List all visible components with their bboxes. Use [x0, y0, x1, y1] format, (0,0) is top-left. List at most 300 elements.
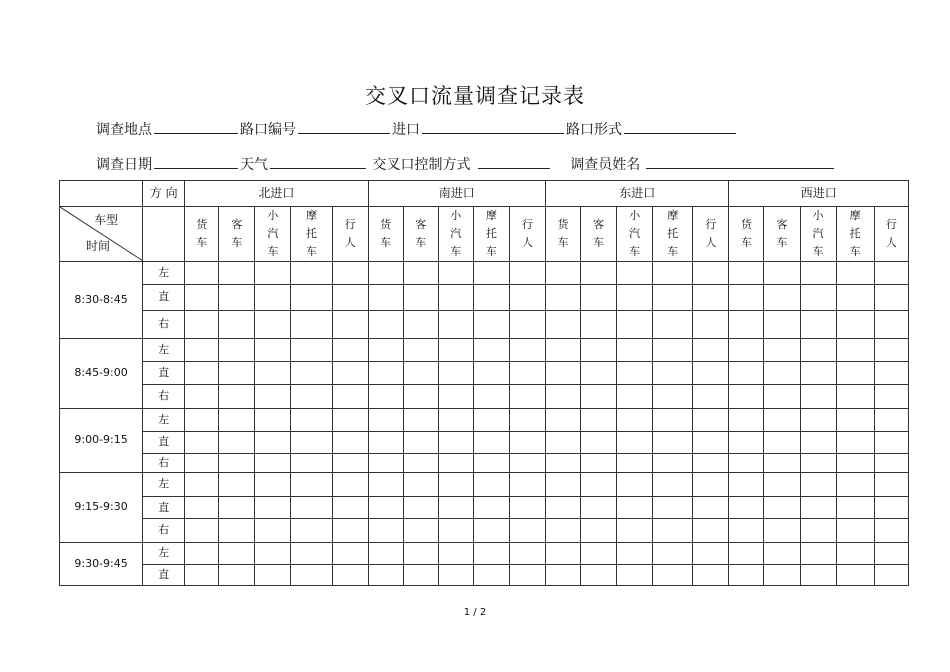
- count-cell[interactable]: [291, 497, 332, 519]
- count-cell[interactable]: [653, 385, 693, 408]
- count-cell[interactable]: [473, 497, 509, 519]
- count-cell[interactable]: [185, 473, 219, 497]
- count-cell[interactable]: [368, 497, 403, 519]
- count-cell[interactable]: [438, 431, 473, 453]
- count-cell[interactable]: [403, 431, 438, 453]
- count-cell[interactable]: [874, 453, 908, 472]
- count-cell[interactable]: [693, 519, 729, 542]
- count-cell[interactable]: [729, 284, 764, 310]
- count-cell[interactable]: [219, 473, 255, 497]
- vehicle-type-text: 小汽车: [267, 209, 279, 258]
- count-cell[interactable]: [653, 284, 693, 310]
- count-cell[interactable]: [693, 362, 729, 385]
- count-cell[interactable]: [617, 408, 653, 431]
- count-cell[interactable]: [368, 284, 403, 310]
- count-cell[interactable]: [509, 453, 545, 472]
- count-cell[interactable]: [368, 431, 403, 453]
- count-cell[interactable]: [581, 310, 617, 338]
- count-cell[interactable]: [617, 261, 653, 284]
- count-cell[interactable]: [291, 564, 332, 585]
- count-cell[interactable]: [764, 284, 800, 310]
- count-cell[interactable]: [438, 310, 473, 338]
- count-cell[interactable]: [653, 310, 693, 338]
- count-cell[interactable]: [291, 453, 332, 472]
- count-cell[interactable]: [509, 564, 545, 585]
- count-cell[interactable]: [546, 261, 581, 284]
- count-cell[interactable]: [368, 473, 403, 497]
- count-cell[interactable]: [332, 431, 368, 453]
- count-cell[interactable]: [185, 431, 219, 453]
- count-cell[interactable]: [874, 261, 908, 284]
- count-cell[interactable]: [291, 362, 332, 385]
- count-cell[interactable]: [653, 408, 693, 431]
- count-cell[interactable]: [617, 362, 653, 385]
- count-cell[interactable]: [581, 453, 617, 472]
- count-cell[interactable]: [291, 385, 332, 408]
- count-cell[interactable]: [368, 385, 403, 408]
- count-cell[interactable]: [764, 453, 800, 472]
- count-cell[interactable]: [693, 473, 729, 497]
- surveyor-blank[interactable]: [646, 154, 834, 169]
- count-cell[interactable]: [764, 564, 800, 585]
- count-cell[interactable]: [368, 362, 403, 385]
- date-blank[interactable]: [154, 154, 238, 169]
- count-cell[interactable]: [185, 564, 219, 585]
- count-cell[interactable]: [581, 408, 617, 431]
- count-cell[interactable]: [438, 362, 473, 385]
- count-cell[interactable]: [509, 261, 545, 284]
- count-cell[interactable]: [693, 284, 729, 310]
- count-cell[interactable]: [836, 519, 874, 542]
- count-cell[interactable]: [255, 519, 291, 542]
- count-cell[interactable]: [473, 431, 509, 453]
- count-cell[interactable]: [368, 261, 403, 284]
- count-cell[interactable]: [255, 284, 291, 310]
- vehicle-type-header: [729, 207, 764, 261]
- count-cell[interactable]: [581, 284, 617, 310]
- count-cell[interactable]: [617, 497, 653, 519]
- count-cell[interactable]: [546, 473, 581, 497]
- count-cell[interactable]: [693, 408, 729, 431]
- count-cell[interactable]: [581, 497, 617, 519]
- count-cell[interactable]: [219, 385, 255, 408]
- approach-blank[interactable]: [422, 119, 564, 134]
- count-cell[interactable]: [581, 519, 617, 542]
- count-cell[interactable]: [291, 519, 332, 542]
- count-cell[interactable]: [836, 497, 874, 519]
- count-cell[interactable]: [255, 310, 291, 338]
- count-cell[interactable]: [473, 473, 509, 497]
- count-cell[interactable]: [255, 261, 291, 284]
- count-cell[interactable]: [291, 408, 332, 431]
- count-cell[interactable]: [764, 431, 800, 453]
- count-cell[interactable]: [874, 339, 908, 362]
- count-cell[interactable]: [581, 339, 617, 362]
- count-cell[interactable]: [473, 284, 509, 310]
- count-cell[interactable]: [800, 519, 836, 542]
- count-cell[interactable]: [800, 453, 836, 472]
- count-cell[interactable]: [332, 385, 368, 408]
- count-cell[interactable]: [291, 284, 332, 310]
- weather-blank[interactable]: [270, 154, 366, 169]
- count-cell[interactable]: [332, 408, 368, 431]
- count-cell[interactable]: [800, 310, 836, 338]
- count-cell[interactable]: [219, 261, 255, 284]
- count-cell[interactable]: [693, 385, 729, 408]
- count-cell[interactable]: [291, 542, 332, 564]
- count-cell[interactable]: [509, 362, 545, 385]
- count-cell[interactable]: [255, 339, 291, 362]
- vehicle-type-text: 小汽车: [812, 209, 824, 258]
- count-cell[interactable]: [546, 408, 581, 431]
- count-cell[interactable]: [653, 453, 693, 472]
- count-cell[interactable]: [403, 542, 438, 564]
- count-cell[interactable]: [729, 261, 764, 284]
- count-cell[interactable]: [836, 362, 874, 385]
- count-cell[interactable]: [438, 339, 473, 362]
- count-cell[interactable]: [368, 339, 403, 362]
- count-cell[interactable]: [581, 431, 617, 453]
- count-cell[interactable]: [729, 519, 764, 542]
- count-cell[interactable]: [693, 339, 729, 362]
- count-cell[interactable]: [764, 261, 800, 284]
- count-cell[interactable]: [438, 542, 473, 564]
- count-cell[interactable]: [219, 542, 255, 564]
- count-cell[interactable]: [836, 453, 874, 472]
- vehicle-type-text: 小汽车: [629, 209, 641, 258]
- count-cell[interactable]: [874, 362, 908, 385]
- count-cell[interactable]: [291, 339, 332, 362]
- count-cell[interactable]: [836, 431, 874, 453]
- time-period-cell: 9:00-9:15: [60, 408, 143, 472]
- count-cell[interactable]: [403, 519, 438, 542]
- count-cell[interactable]: [255, 362, 291, 385]
- count-cell[interactable]: [332, 542, 368, 564]
- count-cell[interactable]: [836, 542, 874, 564]
- count-cell[interactable]: [509, 542, 545, 564]
- count-cell[interactable]: [368, 519, 403, 542]
- count-cell[interactable]: [764, 497, 800, 519]
- count-cell[interactable]: [255, 473, 291, 497]
- count-cell[interactable]: [473, 310, 509, 338]
- count-cell[interactable]: [693, 497, 729, 519]
- count-cell[interactable]: [509, 339, 545, 362]
- count-cell[interactable]: [874, 385, 908, 408]
- count-cell[interactable]: [403, 564, 438, 585]
- count-cell[interactable]: [291, 310, 332, 338]
- count-cell[interactable]: [546, 362, 581, 385]
- count-cell[interactable]: [219, 284, 255, 310]
- count-cell[interactable]: [874, 497, 908, 519]
- count-cell[interactable]: [185, 310, 219, 338]
- count-cell[interactable]: [546, 431, 581, 453]
- count-cell[interactable]: [403, 497, 438, 519]
- count-cell[interactable]: [332, 564, 368, 585]
- count-cell[interactable]: [874, 408, 908, 431]
- count-cell[interactable]: [546, 310, 581, 338]
- count-cell[interactable]: [617, 431, 653, 453]
- count-cell[interactable]: [800, 564, 836, 585]
- count-cell[interactable]: [332, 497, 368, 519]
- count-cell[interactable]: [509, 473, 545, 497]
- count-cell[interactable]: [836, 284, 874, 310]
- count-cell[interactable]: [219, 408, 255, 431]
- location-blank[interactable]: [154, 119, 238, 134]
- count-cell[interactable]: [219, 564, 255, 585]
- count-cell[interactable]: [617, 453, 653, 472]
- count-cell[interactable]: [546, 453, 581, 472]
- count-cell[interactable]: [219, 339, 255, 362]
- count-cell[interactable]: [729, 431, 764, 453]
- count-cell[interactable]: [653, 519, 693, 542]
- count-cell[interactable]: [185, 362, 219, 385]
- count-cell[interactable]: [800, 542, 836, 564]
- count-cell[interactable]: [438, 519, 473, 542]
- count-cell[interactable]: [617, 473, 653, 497]
- count-cell[interactable]: [185, 453, 219, 472]
- count-cell[interactable]: [764, 519, 800, 542]
- count-cell[interactable]: [403, 284, 438, 310]
- count-cell[interactable]: [546, 564, 581, 585]
- count-cell[interactable]: [403, 473, 438, 497]
- count-cell[interactable]: [653, 261, 693, 284]
- count-cell[interactable]: [185, 385, 219, 408]
- count-cell[interactable]: [581, 564, 617, 585]
- intersection-type-blank[interactable]: [624, 119, 736, 134]
- count-cell[interactable]: [800, 473, 836, 497]
- count-cell[interactable]: [332, 261, 368, 284]
- count-cell[interactable]: [332, 362, 368, 385]
- count-cell[interactable]: [800, 261, 836, 284]
- count-cell[interactable]: [800, 408, 836, 431]
- count-cell[interactable]: [800, 385, 836, 408]
- control-method-label: 交叉口控制方式: [372, 157, 471, 173]
- count-cell[interactable]: [874, 564, 908, 585]
- count-cell[interactable]: [403, 310, 438, 338]
- count-cell[interactable]: [546, 519, 581, 542]
- count-cell[interactable]: [332, 284, 368, 310]
- count-cell[interactable]: [581, 542, 617, 564]
- count-cell[interactable]: [219, 497, 255, 519]
- count-cell[interactable]: [403, 453, 438, 472]
- count-cell[interactable]: [403, 362, 438, 385]
- vehicle-type-header: [291, 207, 332, 261]
- count-cell[interactable]: [332, 310, 368, 338]
- count-cell[interactable]: [332, 453, 368, 472]
- count-cell[interactable]: [764, 542, 800, 564]
- count-cell[interactable]: [368, 310, 403, 338]
- count-cell[interactable]: [368, 564, 403, 585]
- count-cell[interactable]: [509, 385, 545, 408]
- count-cell[interactable]: [729, 497, 764, 519]
- count-cell[interactable]: [219, 362, 255, 385]
- count-cell[interactable]: [368, 408, 403, 431]
- count-cell[interactable]: [185, 339, 219, 362]
- count-cell[interactable]: [874, 542, 908, 564]
- count-cell[interactable]: [438, 261, 473, 284]
- count-cell[interactable]: [473, 519, 509, 542]
- count-cell[interactable]: [438, 473, 473, 497]
- count-cell[interactable]: [581, 385, 617, 408]
- count-cell[interactable]: [729, 564, 764, 585]
- count-cell[interactable]: [836, 339, 874, 362]
- approach-header: 西进口: [729, 181, 909, 207]
- time-label: 时间: [86, 238, 111, 253]
- count-cell[interactable]: [800, 284, 836, 310]
- count-cell[interactable]: [255, 408, 291, 431]
- count-cell[interactable]: [255, 453, 291, 472]
- count-cell[interactable]: [185, 261, 219, 284]
- count-cell[interactable]: [836, 385, 874, 408]
- count-cell[interactable]: [438, 385, 473, 408]
- count-cell[interactable]: [617, 284, 653, 310]
- count-cell[interactable]: [546, 284, 581, 310]
- count-cell[interactable]: [729, 473, 764, 497]
- count-cell[interactable]: [473, 362, 509, 385]
- count-cell[interactable]: [800, 339, 836, 362]
- count-cell[interactable]: [185, 408, 219, 431]
- count-cell[interactable]: [185, 284, 219, 310]
- count-cell[interactable]: [332, 339, 368, 362]
- count-cell[interactable]: [836, 564, 874, 585]
- count-cell[interactable]: [219, 453, 255, 472]
- count-cell[interactable]: [874, 284, 908, 310]
- intersection-no-blank[interactable]: [298, 119, 390, 134]
- count-cell[interactable]: [836, 310, 874, 338]
- count-cell[interactable]: [546, 339, 581, 362]
- count-cell[interactable]: [581, 473, 617, 497]
- count-cell[interactable]: [617, 339, 653, 362]
- count-cell[interactable]: [291, 261, 332, 284]
- count-cell[interactable]: [546, 542, 581, 564]
- count-cell[interactable]: [473, 339, 509, 362]
- count-cell[interactable]: [836, 261, 874, 284]
- count-cell[interactable]: [693, 542, 729, 564]
- count-cell[interactable]: [836, 408, 874, 431]
- count-cell[interactable]: [473, 564, 509, 585]
- count-cell[interactable]: [255, 431, 291, 453]
- count-cell[interactable]: [653, 564, 693, 585]
- count-cell[interactable]: [764, 408, 800, 431]
- count-cell[interactable]: [438, 564, 473, 585]
- count-cell[interactable]: [185, 519, 219, 542]
- count-cell[interactable]: [800, 431, 836, 453]
- count-cell[interactable]: [764, 310, 800, 338]
- count-cell[interactable]: [438, 497, 473, 519]
- count-cell[interactable]: [368, 453, 403, 472]
- count-cell[interactable]: [764, 385, 800, 408]
- vehicle-type-text: 客车: [776, 218, 788, 249]
- count-cell[interactable]: [693, 261, 729, 284]
- count-cell[interactable]: [874, 310, 908, 338]
- count-cell[interactable]: [509, 497, 545, 519]
- count-cell[interactable]: [800, 497, 836, 519]
- count-cell[interactable]: [617, 564, 653, 585]
- vehicle-type-header: [617, 207, 653, 261]
- location-label: 调查地点: [96, 122, 152, 138]
- count-cell[interactable]: [438, 408, 473, 431]
- count-cell[interactable]: [693, 431, 729, 453]
- count-cell[interactable]: [332, 473, 368, 497]
- count-cell[interactable]: [729, 310, 764, 338]
- count-cell[interactable]: [438, 453, 473, 472]
- count-cell[interactable]: [255, 542, 291, 564]
- count-cell[interactable]: [546, 385, 581, 408]
- count-cell[interactable]: [219, 431, 255, 453]
- count-cell[interactable]: [729, 453, 764, 472]
- count-cell[interactable]: [509, 431, 545, 453]
- count-cell[interactable]: [693, 564, 729, 585]
- count-cell[interactable]: [653, 431, 693, 453]
- count-cell[interactable]: [653, 339, 693, 362]
- count-cell[interactable]: [255, 497, 291, 519]
- count-cell[interactable]: [874, 431, 908, 453]
- count-cell[interactable]: [473, 542, 509, 564]
- count-cell[interactable]: [219, 519, 255, 542]
- count-cell[interactable]: [403, 339, 438, 362]
- count-cell[interactable]: [874, 519, 908, 542]
- count-cell[interactable]: [509, 408, 545, 431]
- count-cell[interactable]: [403, 408, 438, 431]
- count-cell[interactable]: [764, 362, 800, 385]
- count-cell[interactable]: [185, 542, 219, 564]
- count-cell[interactable]: [581, 362, 617, 385]
- count-cell[interactable]: [836, 473, 874, 497]
- count-cell[interactable]: [617, 519, 653, 542]
- count-cell[interactable]: [800, 362, 836, 385]
- count-cell[interactable]: [617, 310, 653, 338]
- count-cell[interactable]: [332, 519, 368, 542]
- count-cell[interactable]: [473, 261, 509, 284]
- count-cell[interactable]: [653, 473, 693, 497]
- count-cell[interactable]: [729, 542, 764, 564]
- count-cell[interactable]: [509, 284, 545, 310]
- count-cell[interactable]: [473, 408, 509, 431]
- count-cell[interactable]: [729, 408, 764, 431]
- count-cell[interactable]: [653, 362, 693, 385]
- count-cell[interactable]: [291, 431, 332, 453]
- count-cell[interactable]: [653, 497, 693, 519]
- count-cell[interactable]: [874, 473, 908, 497]
- count-cell[interactable]: [219, 310, 255, 338]
- count-cell[interactable]: [509, 519, 545, 542]
- count-cell[interactable]: [255, 385, 291, 408]
- count-cell[interactable]: [546, 497, 581, 519]
- control-method-blank[interactable]: [478, 154, 550, 169]
- count-cell[interactable]: [368, 542, 403, 564]
- count-cell[interactable]: [729, 362, 764, 385]
- count-cell[interactable]: [729, 385, 764, 408]
- count-cell[interactable]: [473, 385, 509, 408]
- count-cell[interactable]: [764, 473, 800, 497]
- count-cell[interactable]: [653, 542, 693, 564]
- count-cell[interactable]: [617, 542, 653, 564]
- count-cell[interactable]: [764, 339, 800, 362]
- count-cell[interactable]: [729, 339, 764, 362]
- count-cell[interactable]: [403, 385, 438, 408]
- count-cell[interactable]: [291, 473, 332, 497]
- count-cell[interactable]: [509, 310, 545, 338]
- count-cell[interactable]: [438, 284, 473, 310]
- count-cell[interactable]: [693, 310, 729, 338]
- count-cell[interactable]: [185, 497, 219, 519]
- count-cell[interactable]: [403, 261, 438, 284]
- count-cell[interactable]: [473, 453, 509, 472]
- count-cell[interactable]: [581, 261, 617, 284]
- count-cell[interactable]: [255, 564, 291, 585]
- count-cell[interactable]: [693, 453, 729, 472]
- count-cell[interactable]: [617, 385, 653, 408]
